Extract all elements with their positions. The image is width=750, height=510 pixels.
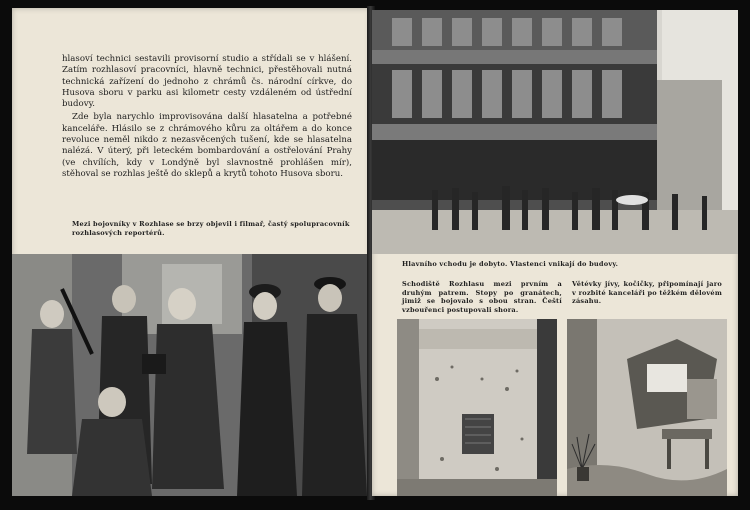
photo-damaged-office bbox=[567, 319, 727, 496]
photo-building-entrance bbox=[372, 10, 738, 254]
right-page bbox=[372, 10, 738, 496]
paragraph-2: Zde byla narychlo improvisována další hlasatelna a potřebné kanceláře. Hlásilo se z chrámového kůru za oltářem a do konce revoluce neměl nikdo z nezasvěcených tušení, kde se hlasatelna nalézá. V úterý, při leteckém bombardování a ostřelování Prahy (ve chvílích, kdy v Londýně byl slavnostně prohlášen mír), stěhoval se rozhlas ještě do sklepů a krytů tohoto Husova sboru. bbox=[62, 112, 352, 179]
caption-fighters: Mezi bojovníky v Rozhlase se brzy objevil i filmař, častý spolupracovník rozhlasových reportérů. bbox=[72, 220, 350, 237]
left-page bbox=[12, 8, 370, 496]
photo-fighters bbox=[12, 254, 370, 496]
photo-staircase bbox=[397, 319, 557, 496]
paragraph-1: hlasoví technici sestavili provisorní studio a střídali se v hlášení. Zatím rozhlasoví pracovníci, hlavně technici, přestěhovali nutná technická zařízení do jednoho z chrámů čs. národní církve, do Husova sboru v parku asi kilometr cesty vzdáleném od ústřední budovy. bbox=[62, 54, 352, 110]
caption-stairs: Schodiště Rozhlasu mezi prvním a druhým patrem. Stopy po granátech, jimiž se bojovalo s obou stran. Čeští vzbouřenci postupovali shora. bbox=[402, 280, 562, 314]
caption-street: Hlavního vchodu je dobyto. Vlastenci vnikají do budovy. bbox=[402, 260, 619, 268]
body-text bbox=[62, 54, 352, 180]
caption-desk: Větévky jívy, kočičky, připomínají jaro v rozbité kanceláři po těžkém dělovém zásahu. bbox=[572, 280, 722, 306]
